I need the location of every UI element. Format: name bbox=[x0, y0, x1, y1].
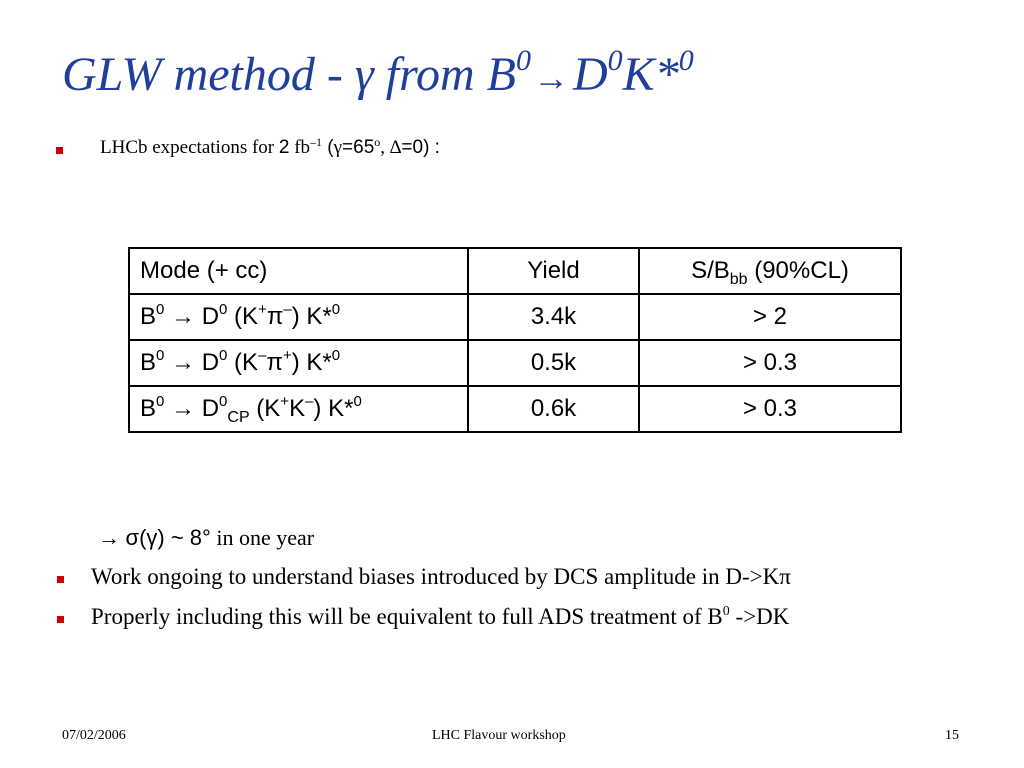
mode-cell: $B^0 \to D^0$ (K+π–) K*$^0$ bbox=[129, 294, 468, 340]
header-mode: Mode (+ cc) bbox=[129, 248, 468, 294]
right-arrow-icon: → bbox=[98, 525, 126, 550]
footer-date: 07/02/2006 bbox=[62, 728, 126, 743]
yield-cell: 0.6k bbox=[468, 386, 639, 432]
footer-event: LHC Flavour workshop bbox=[432, 728, 566, 743]
footer-page-number: 15 bbox=[945, 728, 959, 743]
yield-cell: 3.4k bbox=[468, 294, 639, 340]
sigma-gamma-line: → σ(γ) ~ 8° in one year bbox=[98, 525, 315, 550]
bullet-ads-treatment: Properly including this will be equivalent to full ADS treatment of $B^0$ ->DK bbox=[91, 604, 790, 629]
mode-cell: $B^0 \to D^0_{CP}$ (K+K–) K*$^0$ bbox=[129, 386, 468, 432]
slide-title: GLW method - γ from $B^0\to D^0K*^0$ bbox=[62, 44, 694, 101]
bullet-work-ongoing: Work ongoing to understand biases introduced by DCS amplitude in D->Kπ bbox=[91, 564, 791, 589]
bullet-square-icon bbox=[57, 576, 64, 583]
yields-table bbox=[128, 247, 902, 433]
right-arrow-icon: → bbox=[533, 58, 569, 98]
sb-cell: > 0.3 bbox=[639, 340, 901, 386]
table-row bbox=[129, 294, 901, 340]
bullet-lhcb-expectations: LHCb expectations for 2 $fb^{-1}$ ($\gamma=65^o$, ∆=0) : bbox=[100, 135, 440, 158]
yield-cell: 0.5k bbox=[468, 340, 639, 386]
bullet-square-icon bbox=[56, 147, 63, 154]
sb-cell: > 2 bbox=[639, 294, 901, 340]
header-yield: Yield bbox=[468, 248, 639, 294]
table-row bbox=[129, 340, 901, 386]
table-header-row bbox=[129, 248, 901, 294]
bullet-square-icon bbox=[57, 616, 64, 623]
header-sb: $S/B_{bb}$ (90%CL) bbox=[639, 248, 901, 294]
sb-cell: > 0.3 bbox=[639, 386, 901, 432]
table-row bbox=[129, 386, 901, 432]
mode-cell: $B^0 \to D^0$ (K–π+) K*$^0$ bbox=[129, 340, 468, 386]
